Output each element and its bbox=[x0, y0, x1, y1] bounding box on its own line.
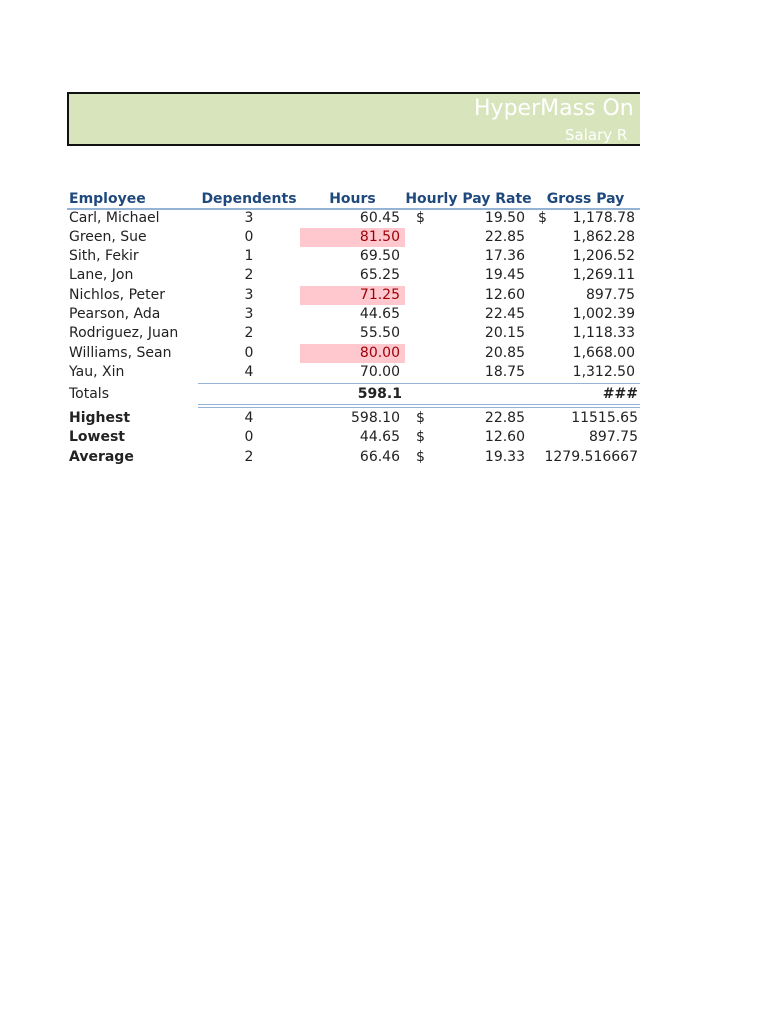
dependents-cell[interactable]: 4 bbox=[244, 364, 254, 380]
gross-pay-currency-cell[interactable] bbox=[538, 324, 552, 343]
employee-name-cell[interactable]: Carl, Michael bbox=[69, 210, 160, 226]
totals-label[interactable]: Totals bbox=[69, 386, 109, 402]
gross-pay-cell[interactable]: 1,269.11 bbox=[572, 267, 635, 283]
employee-name-cell[interactable]: Lane, Jon bbox=[69, 267, 134, 283]
summary-label-cell[interactable]: Average bbox=[69, 449, 134, 465]
hours-cell[interactable]: 81.50 bbox=[300, 228, 405, 247]
gross-pay-cell[interactable]: 1,312.50 bbox=[572, 364, 635, 380]
employee-name-cell[interactable]: Williams, Sean bbox=[69, 345, 172, 361]
hourly-rate-currency-cell[interactable] bbox=[416, 266, 430, 285]
hourly-rate-cell[interactable]: 18.75 bbox=[484, 364, 525, 380]
employee-name-cell[interactable]: Sith, Fekir bbox=[69, 248, 139, 264]
report-title: HyperMass On bbox=[474, 96, 634, 121]
hours-cell[interactable]: 80.00 bbox=[300, 344, 405, 363]
hourly-rate-cell[interactable]: 20.85 bbox=[484, 345, 525, 361]
dependents-cell[interactable]: 2 bbox=[244, 325, 254, 341]
dependents-cell[interactable]: 3 bbox=[244, 210, 254, 226]
summary-dependents-cell[interactable]: 4 bbox=[244, 410, 254, 426]
employee-name-cell[interactable]: Nichlos, Peter bbox=[69, 287, 165, 303]
summary-dependents-cell[interactable]: 0 bbox=[244, 429, 254, 445]
hourly-rate-currency-cell[interactable] bbox=[416, 228, 430, 247]
report-subtitle: Salary R bbox=[565, 126, 628, 144]
gross-pay-cell[interactable]: 1,178.78 bbox=[572, 210, 635, 226]
hours-cell[interactable]: 44.65 bbox=[359, 306, 400, 322]
gross-pay-cell[interactable]: 1,862.28 bbox=[572, 229, 635, 245]
totals-hours[interactable]: 598.1 bbox=[357, 386, 402, 402]
summary-label-cell[interactable]: Highest bbox=[69, 410, 131, 426]
hourly-rate-cell[interactable]: 20.15 bbox=[484, 325, 525, 341]
summary-rate-currency-cell[interactable]: $ bbox=[416, 449, 425, 465]
hourly-rate-currency-cell[interactable]: $ bbox=[416, 210, 425, 226]
employee-name-cell[interactable]: Pearson, Ada bbox=[69, 306, 161, 322]
totals-double-border-1 bbox=[198, 404, 640, 405]
dependents-cell[interactable]: 0 bbox=[244, 229, 254, 245]
header-hours[interactable]: Hours bbox=[329, 191, 376, 207]
gross-pay-currency-cell[interactable]: $ bbox=[538, 210, 547, 226]
gross-pay-cell[interactable]: 897.75 bbox=[586, 287, 635, 303]
gross-pay-cell[interactable]: 1,206.52 bbox=[572, 248, 635, 264]
hourly-rate-currency-cell[interactable] bbox=[416, 247, 430, 266]
gross-pay-cell[interactable]: 1,118.33 bbox=[572, 325, 635, 341]
header-gross-pay[interactable]: Gross Pay bbox=[546, 191, 625, 207]
header-hourly-pay-rate[interactable]: Hourly Pay Rate bbox=[405, 191, 532, 207]
hours-cell[interactable]: 70.00 bbox=[359, 364, 400, 380]
employee-name-cell[interactable]: Yau, Xin bbox=[69, 364, 125, 380]
summary-gross-pay-cell[interactable]: 897.75 bbox=[589, 429, 638, 445]
gross-pay-currency-cell[interactable] bbox=[538, 305, 552, 324]
hourly-rate-currency-cell[interactable] bbox=[416, 324, 430, 343]
employee-name-cell[interactable]: Rodriguez, Juan bbox=[69, 325, 179, 341]
dependents-cell[interactable]: 0 bbox=[244, 345, 254, 361]
header-dependents[interactable]: Dependents bbox=[201, 191, 297, 207]
summary-hours-cell[interactable]: 598.10 bbox=[351, 410, 400, 426]
summary-rate-currency-cell[interactable]: $ bbox=[416, 410, 425, 426]
gross-pay-currency-cell[interactable] bbox=[538, 363, 552, 382]
dependents-cell[interactable]: 3 bbox=[244, 287, 254, 303]
title-banner bbox=[67, 92, 640, 146]
hours-cell[interactable]: 55.50 bbox=[359, 325, 400, 341]
hours-cell[interactable]: 71.25 bbox=[300, 286, 405, 305]
dependents-cell[interactable]: 1 bbox=[244, 248, 254, 264]
hourly-rate-cell[interactable]: 22.85 bbox=[484, 229, 525, 245]
hourly-rate-currency-cell[interactable] bbox=[416, 363, 430, 382]
summary-rate-cell[interactable]: 22.85 bbox=[484, 410, 525, 426]
gross-pay-currency-cell[interactable] bbox=[538, 247, 552, 266]
summary-rate-cell[interactable]: 19.33 bbox=[484, 449, 525, 465]
summary-rate-cell[interactable]: 12.60 bbox=[484, 429, 525, 445]
hours-cell[interactable]: 60.45 bbox=[359, 210, 400, 226]
hours-cell[interactable]: 69.50 bbox=[359, 248, 400, 264]
summary-gross-pay-cell[interactable]: 11515.65 bbox=[571, 410, 638, 426]
hourly-rate-currency-cell[interactable] bbox=[416, 286, 430, 305]
hourly-rate-cell[interactable]: 22.45 bbox=[484, 306, 525, 322]
hourly-rate-cell[interactable]: 12.60 bbox=[484, 287, 525, 303]
hourly-rate-cell[interactable]: 17.36 bbox=[484, 248, 525, 264]
hourly-rate-cell[interactable]: 19.45 bbox=[484, 267, 525, 283]
summary-label-cell[interactable]: Lowest bbox=[69, 429, 125, 445]
hours-cell[interactable]: 65.25 bbox=[359, 267, 400, 283]
hourly-rate-currency-cell[interactable] bbox=[416, 305, 430, 324]
gross-pay-currency-cell[interactable] bbox=[538, 286, 552, 305]
totals-double-border-2 bbox=[198, 407, 640, 408]
gross-pay-cell[interactable]: 1,002.39 bbox=[572, 306, 635, 322]
dependents-cell[interactable]: 2 bbox=[244, 267, 254, 283]
header-employee[interactable]: Employee bbox=[69, 191, 146, 207]
hourly-rate-currency-cell[interactable] bbox=[416, 344, 430, 363]
summary-rate-currency-cell[interactable]: $ bbox=[416, 429, 425, 445]
summary-hours-cell[interactable]: 66.46 bbox=[359, 449, 400, 465]
gross-pay-cell[interactable]: 1,668.00 bbox=[572, 345, 635, 361]
summary-dependents-cell[interactable]: 2 bbox=[244, 449, 254, 465]
dependents-cell[interactable]: 3 bbox=[244, 306, 254, 322]
employee-name-cell[interactable]: Green, Sue bbox=[69, 229, 147, 245]
summary-hours-cell[interactable]: 44.65 bbox=[359, 429, 400, 445]
gross-pay-currency-cell[interactable] bbox=[538, 228, 552, 247]
hourly-rate-cell[interactable]: 19.50 bbox=[484, 210, 525, 226]
gross-pay-currency-cell[interactable] bbox=[538, 266, 552, 285]
totals-gross-pay[interactable]: ### bbox=[602, 386, 638, 402]
totals-top-border bbox=[198, 383, 640, 384]
gross-pay-currency-cell[interactable] bbox=[538, 344, 552, 363]
summary-gross-pay-cell[interactable]: 1279.516667 bbox=[544, 449, 638, 465]
